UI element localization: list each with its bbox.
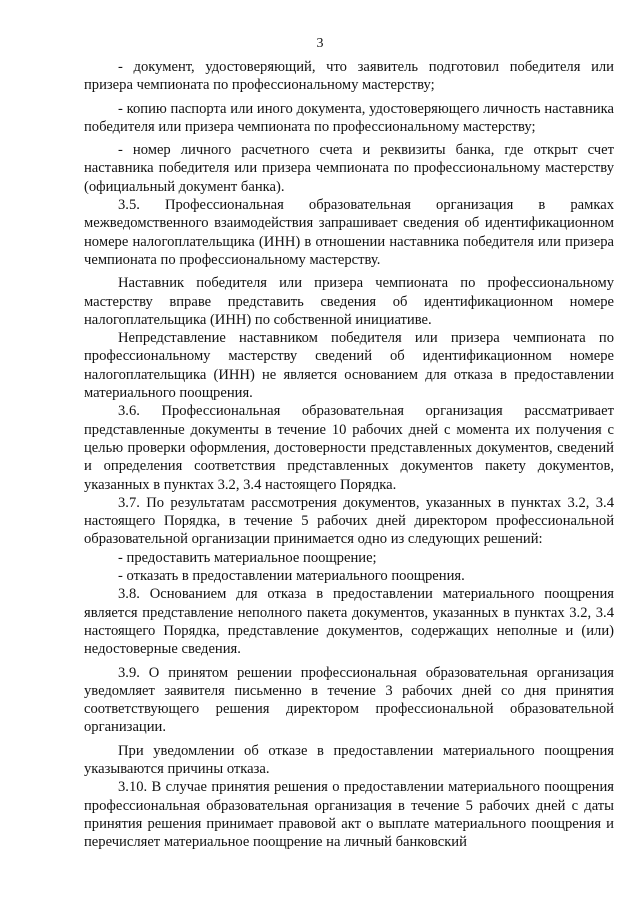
paragraph-decision-grant: - предоставить материальное поощрение;	[118, 549, 377, 566]
document-body	[84, 58, 614, 851]
paragraph-inn-not-grounds: Непредставление наставником победителя или призера чемпионата по профессиональному мастерству сведений об идентификационном номере налогоплательщика (ИНН) не является основанием для отказа в предоставлении материального поощрения.	[84, 330, 614, 402]
paragraph-list-item-bank: - номер личного расчетного счета и реквизиты банка, где открыт счет наставника победителя или призера чемпионата по профессиональному мастерству (официальный документ банка).	[84, 142, 614, 195]
paragraph-3-7: 3.7. По результатам рассмотрения документов, указанных в пунктах 3.2, 3.4 настоящего Порядка, в течение 5 рабочих дней директором профессиональной образовательной организации принимается одно из следующих решений:	[84, 494, 614, 548]
page-number: 3	[316, 36, 324, 51]
paragraph-3-6: 3.6. Профессиональная образовательная организация рассматривает представленные документы в течение 10 рабочих дней с момента их получения с целью проверки оформления, достоверности представленных документов, сведений и определения соответствия представленных документов пакету документов, указанных в пунктах 3.2, 3.4 настоящего Порядка.	[84, 403, 614, 493]
paragraph-3-8: 3.8. Основанием для отказа в предоставлении материального поощрения является представление неполного пакета документов, указанных в пунктах 3.2, 3.4 настоящего Порядка, представление документов, содержащих неполные и (или) недостоверные сведения.	[84, 586, 614, 658]
paragraph-list-item-document: - документ, удостоверяющий, что заявитель подготовил победителя или призера чемпионата по профессиональному мастерству;	[84, 59, 614, 94]
paragraph-list-item-passport: - копию паспорта или иного документа, удостоверяющего личность наставника победителя или призера чемпионата по профессиональному мастерству;	[84, 100, 614, 135]
paragraph-3-5: 3.5. Профессиональная образовательная организация в рамках межведомственного взаимодействия запрашивает сведения об идентификационном номере налогоплательщика (ИНН) в отношении наставника победителя или призера чемпионата по профессиональному мастерству.	[84, 197, 614, 268]
paragraph-refusal-reasons: При уведомлении об отказе в предоставлении материального поощрения указываются причины отказа.	[84, 742, 614, 777]
paragraph-3-10: 3.10. В случае принятия решения о предоставлении материального поощрения профессиональная образовательная организация в течение 5 рабочих дней с даты принятия решения принимает правовой акт о выплате материального поощрения и перечисляет материальное поощрение на личный банковский	[84, 779, 614, 851]
paragraph-mentor-inn: Наставник победителя или призера чемпионата по профессиональному мастерству вправе представить сведения об идентификационном номере налогоплательщика (ИНН) по собственной инициативе.	[84, 275, 614, 328]
paragraph-decision-refuse: - отказать в предоставлении материального поощрения.	[118, 568, 465, 585]
paragraph-3-9: 3.9. О принятом решении профессиональная образовательная организация уведомляет заявителя письменно в течение 3 рабочих дней со дня принятия соответствующего решения директором профессиональной образовательной организации.	[84, 664, 614, 736]
